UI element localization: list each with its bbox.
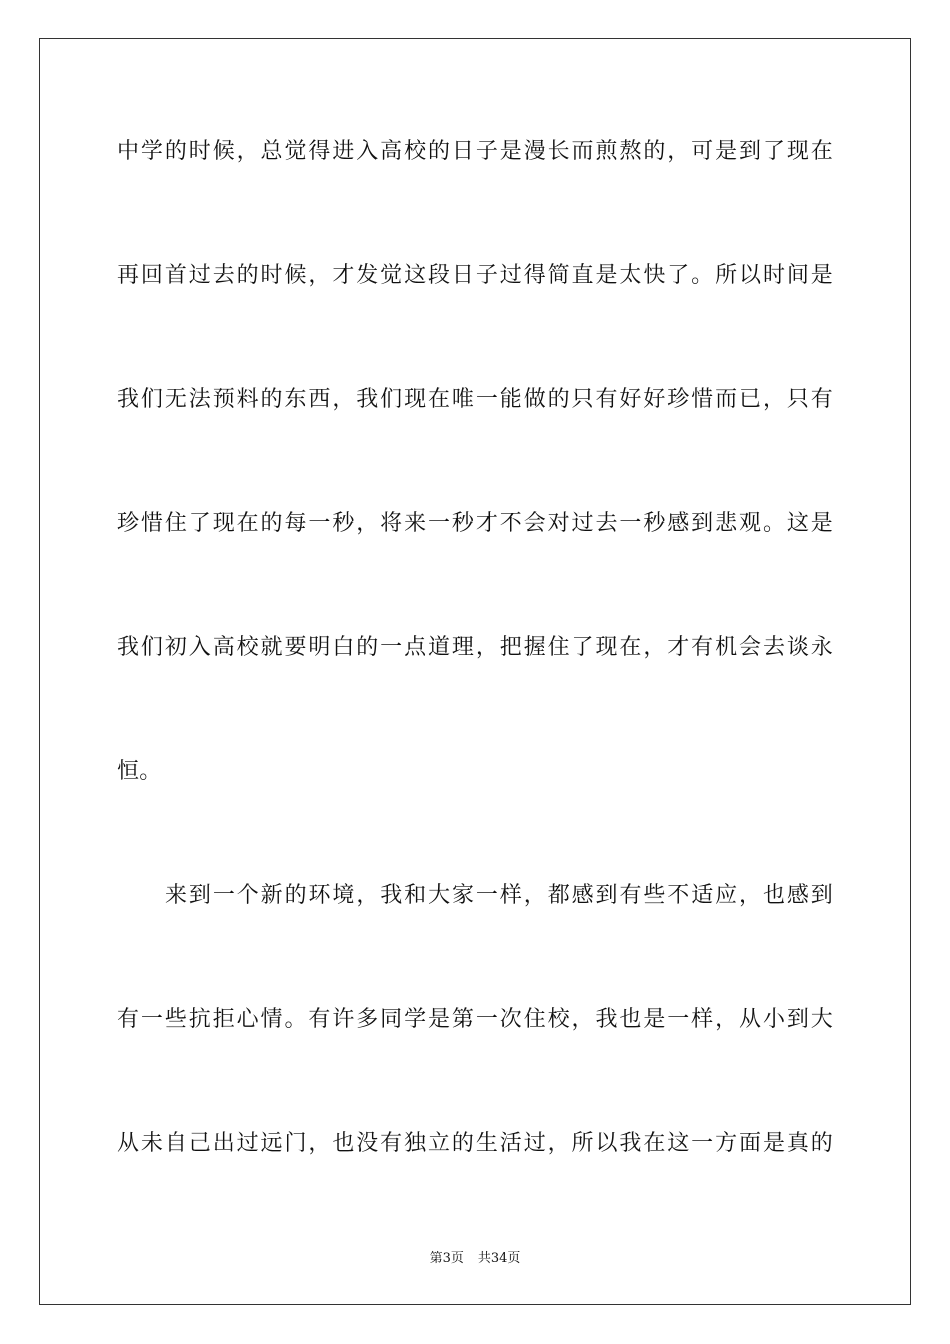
text-line: 中学的时候，总觉得进入高校的日子是漫长而煎熬的，可是到了现在 [117, 139, 833, 164]
text-line: 恒。 [117, 759, 162, 784]
page-footer [0, 1247, 950, 1266]
page-total: 共34页 [477, 1251, 521, 1266]
text-line: 再回首过去的时候，才发觉这段日子过得简直是太快了。所以时间是 [117, 263, 833, 288]
text-line: 珍惜住了现在的每一秒，将来一秒才不会对过去一秒感到悲观。这是 [117, 511, 833, 536]
text-line: 我们无法预料的东西，我们现在唯一能做的只有好好珍惜而已，只有 [117, 387, 833, 412]
document-body [117, 122, 833, 1238]
text-line: 从未自己出过远门，也没有独立的生活过，所以我在这一方面是真的 [117, 1131, 833, 1156]
text-line: 我们初入高校就要明白的一点道理，把握住了现在，才有机会去谈永 [117, 635, 833, 660]
text-line: 有一些抗拒心情。有许多同学是第一次住校，我也是一样，从小到大 [117, 1007, 833, 1032]
page-number: 第3页 [429, 1251, 464, 1266]
paragraph-first-line: 来到一个新的环境，我和大家一样，都感到有些不适应，也感到 [165, 883, 833, 908]
